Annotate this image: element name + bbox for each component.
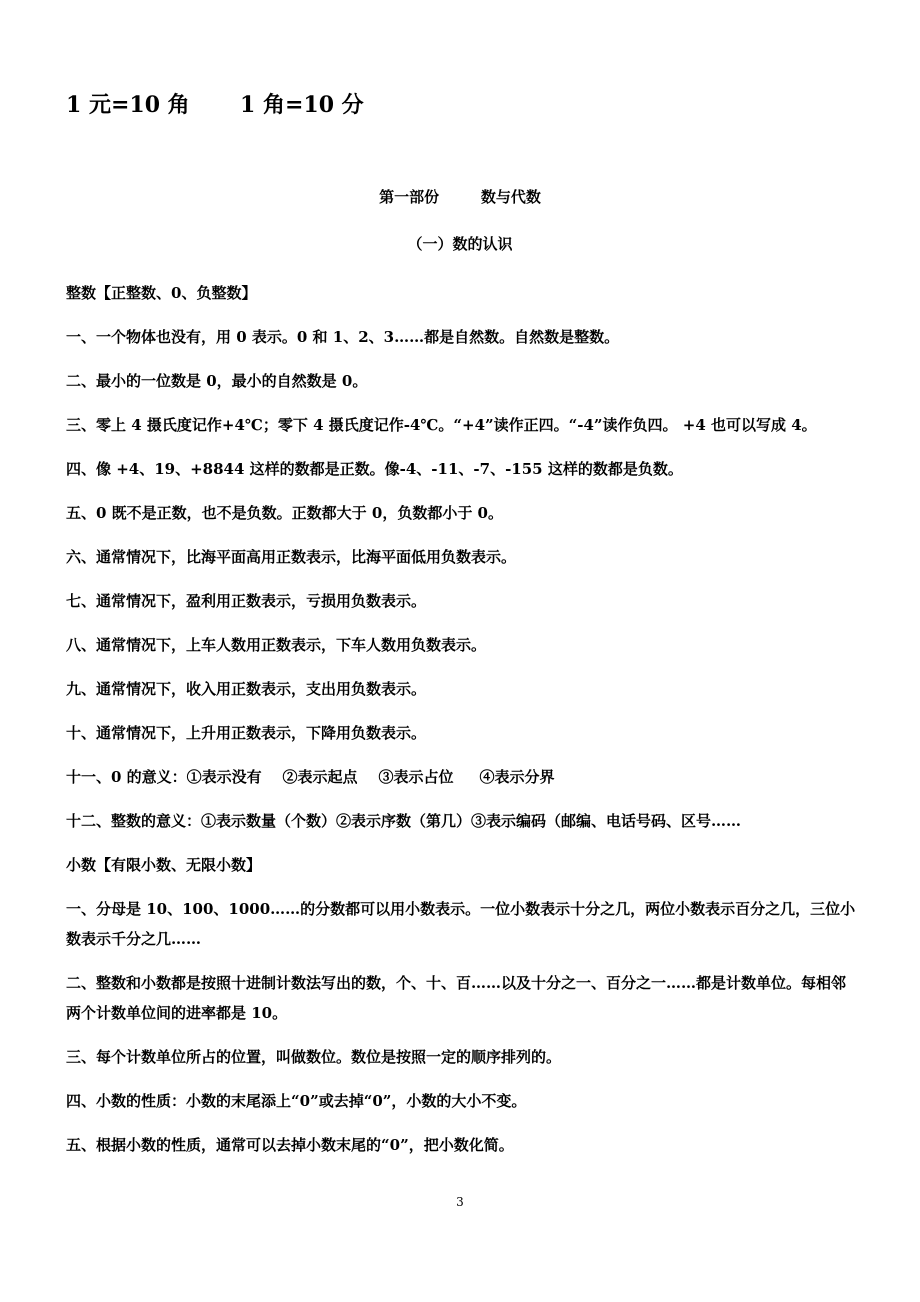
integer-item-2: 二、最小的一位数是 0，最小的自然数是 0。 <box>66 372 368 390</box>
integer-item-5: 五、0 既不是正数，也不是负数。正数都大于 0，负数都小于 0。 <box>66 504 503 522</box>
integer-item-4: 四、像 +4、19、+8844 这样的数都是正数。像-4、-11、-7、-155 这样的数都是负数。 <box>66 460 683 478</box>
decimal-item-5: 五、根据小数的性质，通常可以去掉小数末尾的“0”，把小数化简。 <box>66 1136 514 1154</box>
integer-item-8: 八、通常情况下，上车人数用正数表示，下车人数用负数表示。 <box>66 636 487 654</box>
page-number: 3 <box>456 1195 464 1209</box>
decimal-item-3: 三、每个计数单位所占的位置，叫做数位。数位是按照一定的顺序排列的。 <box>66 1048 562 1066</box>
integer-item-12: 十二、整数的意义：①表示数量（个数）②表示序数（第几）③表示编码（邮编、电话号码、区号…… <box>66 812 742 830</box>
decimal-item-1: 一、分母是 10、100、1000……的分数都可以用小数表示。一位小数表示十分之几，两位小数表示百分之几，三位小数表示千分之几…… <box>66 900 856 948</box>
section-title: （一）数的认识 <box>407 235 513 253</box>
decimals-heading: 小数【有限小数、无限小数】 <box>66 856 262 874</box>
unit-jiao-text: 1 角=10 分 <box>240 92 364 118</box>
integer-item-6: 六、通常情况下，比海平面高用正数表示，比海平面低用负数表示。 <box>66 548 517 566</box>
integer-item-9: 九、通常情况下，收入用正数表示，支出用负数表示。 <box>66 680 427 698</box>
unit-yuan-text: 1 元=10 角 <box>66 92 190 118</box>
integer-item-11: 十一、0 的意义：①表示没有 ②表示起点 ③表示占位 ④表示分界 <box>66 768 555 786</box>
integers-heading: 整数【正整数、0、负整数】 <box>66 284 257 302</box>
integer-item-3: 三、零上 4 摄氏度记作+4℃；零下 4 摄氏度记作-4℃。“+4”读作正四。“-4”读作负四。 +4 也可以写成 4。 <box>66 416 817 434</box>
currency-units-header <box>66 88 364 119</box>
part-title: 第一部份 数与代数 <box>379 188 541 206</box>
content-body <box>66 278 856 1174</box>
decimal-item-4: 四、小数的性质：小数的末尾添上“0”或去掉“0”，小数的大小不变。 <box>66 1092 527 1110</box>
decimal-item-2: 二、整数和小数都是按照十进制计数法写出的数，个、十、百……以及十分之一、百分之一……都是计数单位。每相邻两个计数单位间的进率都是 10。 <box>66 974 847 1022</box>
integer-item-10: 十、通常情况下，上升用正数表示，下降用负数表示。 <box>66 724 427 742</box>
integer-item-7: 七、通常情况下，盈利用正数表示，亏损用负数表示。 <box>66 592 427 610</box>
integer-item-1: 一、一个物体也没有，用 0 表示。0 和 1、2、3……都是自然数。自然数是整数。 <box>66 328 620 346</box>
